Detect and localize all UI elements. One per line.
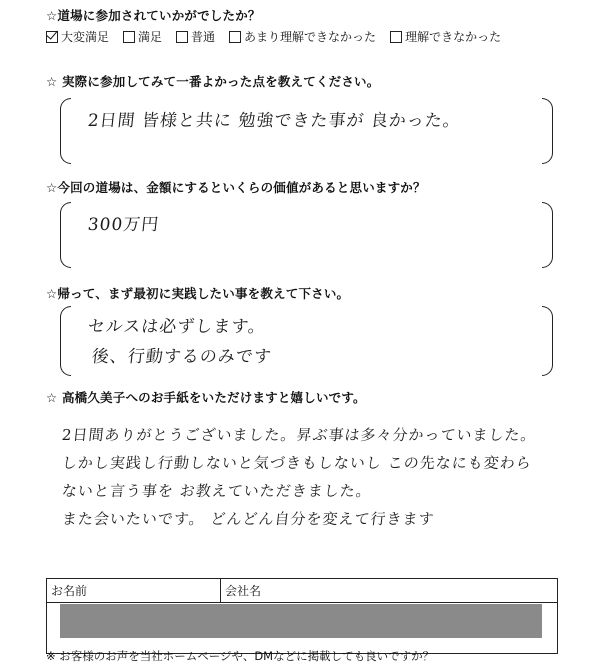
checkbox-icon[interactable] — [390, 31, 402, 43]
satisfaction-options — [46, 28, 501, 45]
option-very-satisfied[interactable]: 大変満足 — [46, 28, 109, 45]
bracket-right — [542, 306, 553, 376]
option-normal[interactable]: 普通 — [176, 28, 215, 45]
question-letter: ☆ 高橋久美子へのお手紙をいただけますと嬉しいです。 — [46, 390, 366, 405]
answer-first-action-line2: 後、行動するのみです — [90, 347, 273, 367]
letter-line1: 2日間ありがとうございました。昇ぶ事は多々分かっていました。 — [61, 426, 538, 444]
letter-line4: また会いたいです。 どんどん自分を変えて行きます — [61, 510, 436, 528]
option-not-understood[interactable]: 理解できなかった — [390, 28, 501, 45]
question-best-point: ☆ 実際に参加してみて一番よかった点を教えてください。 — [46, 74, 380, 89]
checkbox-icon[interactable] — [123, 31, 135, 43]
bracket-right — [542, 98, 553, 164]
question-value: ☆今回の道場は、金額にするといくらの価値があると思いますか？ — [46, 180, 426, 195]
redacted-area — [60, 604, 542, 638]
letter-line3: ないと言う事を お教えていただきました。 — [61, 482, 373, 500]
option-not-understood-much[interactable]: あまり理解できなかった — [229, 28, 376, 45]
bracket-left — [60, 202, 71, 268]
company-label: 会社名 — [221, 579, 558, 603]
answer-value: 300万円 — [86, 215, 161, 235]
checkbox-icon[interactable] — [229, 31, 241, 43]
bracket-left — [60, 98, 71, 164]
question-satisfaction: ☆道場に参加されていかがでしたか？ — [46, 8, 261, 23]
option-satisfied[interactable]: 満足 — [123, 28, 162, 45]
checkbox-icon[interactable] — [176, 31, 188, 43]
checked-checkbox-icon[interactable] — [46, 31, 58, 43]
bracket-right — [542, 202, 553, 268]
letter-line2: しかし実践し行動しないと気づきもしないし この先なにも変わら — [61, 454, 533, 472]
footer-question: ※ お客様のお声を当社ホームページや、DMなどに掲載しても良いですか？ — [46, 649, 435, 663]
answer-best-point: 2日間 皆様と共に 勉強できた事が 良かった。 — [86, 111, 462, 131]
name-label: お名前 — [47, 579, 221, 603]
answer-first-action-line1: セルスは必ずします。 — [86, 317, 267, 337]
question-first-action: ☆帰って、まず最初に実践したい事を教えて下さい。 — [46, 286, 350, 301]
bracket-left — [60, 306, 71, 376]
